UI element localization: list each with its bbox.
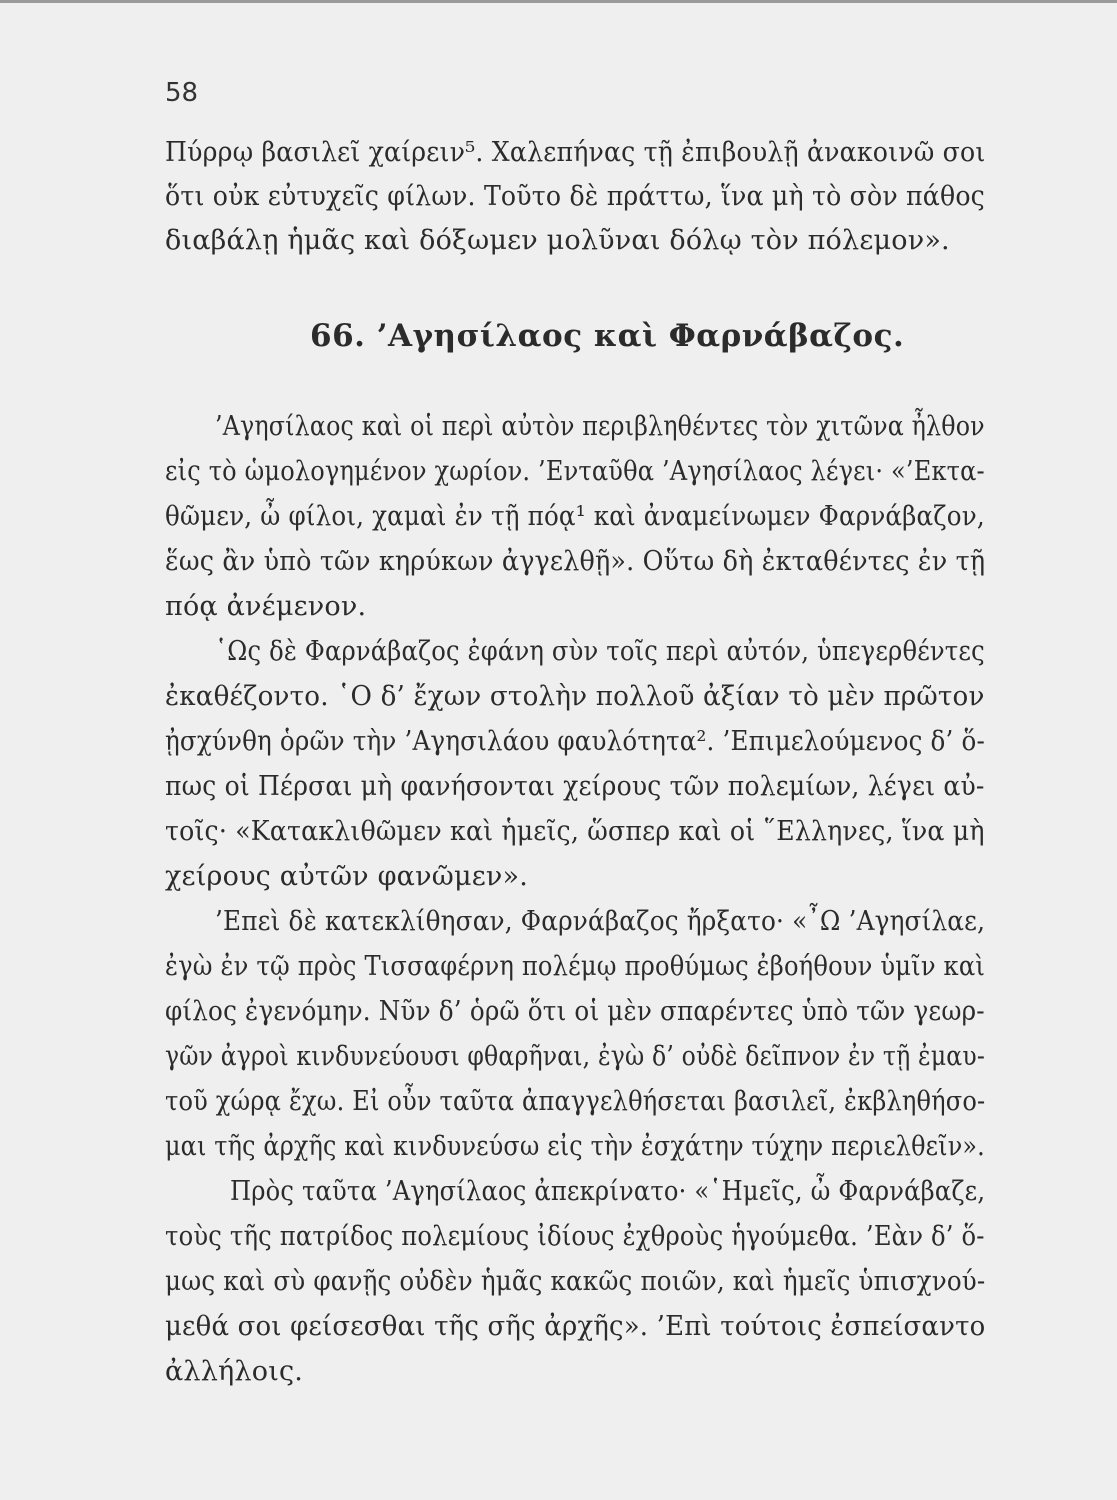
- text-line: διαβάλῃ ἡμᾶς καὶ δόξωμεν μολῦναι δόλῳ τὸν πόλεμον».: [165, 225, 950, 256]
- page-number: 58: [165, 78, 199, 108]
- text-line: Πύρρῳ βασιλεῖ χαίρειν⁵. Χαλεπήνας τῇ ἐπιβουλῇ ἀνακοινῶ σοι: [165, 137, 986, 168]
- text-line: φίλος ἐγενόμην. Νῦν δ’ ὁρῶ ὅτι οἱ μὲν σπαρέντες ὑπὸ τῶν γεωρ-: [165, 996, 985, 1027]
- text-line: θῶμεν, ὦ φίλοι, χαμαὶ ἐν τῇ πόᾳ¹ καὶ ἀναμείνωμεν Φαρνάβαζον,: [165, 501, 985, 532]
- text-line: τοῦ χώρᾳ ἔχω. Εἰ οὖν ταῦτα ἀπαγγελθήσεται βασιλεῖ, ἐκβληθήσο-: [165, 1086, 986, 1117]
- text-line: μεθά σοι φείσεσθαι τῆς σῆς ἀρχῆς». ’Επὶ τούτοις ἐσπείσαντο: [165, 1311, 986, 1342]
- text-line: ᾐσχύνθη ὁρῶν τὴν ’Αγησιλάου φαυλότητα². ’Επιμελούμενος δ’ ὅ-: [165, 726, 985, 757]
- text-line: ὅτι οὐκ εὐτυχεῖς φίλων. Τοῦτο δὲ πράττω, ἵνα μὴ τὸ σὸν πάθος: [165, 181, 985, 212]
- text-line: ἕως ἂν ὑπὸ τῶν κηρύκων ἀγγελθῇ». Οὕτω δὴ ἐκταθέντες ἐν τῇ: [165, 546, 986, 577]
- text-line: πως οἱ Πέρσαι μὴ φανήσονται χείρους τῶν πολεμίων, λέγει αὐ-: [165, 771, 985, 802]
- text-line: τοὺς τῆς πατρίδος πολεμίους ἰδίους ἐχθροὺς ἡγούμεθα. ’Εὰν δ’ ὅ-: [165, 1221, 985, 1252]
- text-line: ’Αγησίλαος καὶ οἱ περὶ αὐτὸν περιβληθέντες τὸν χιτῶνα ἦλθον: [215, 411, 985, 442]
- text-line: εἰς τὸ ὡμολογημένον χωρίον. ’Ενταῦθα ’Αγησίλαος λέγει· «’Εκτα-: [165, 456, 985, 487]
- text-line: τοῖς· «Κατακλιθῶμεν καὶ ἡμεῖς, ὥσπερ καὶ οἱ ῞Ελληνες, ἵνα μὴ: [165, 816, 985, 847]
- text-line: πόᾳ ἀνέμενον.: [165, 591, 367, 622]
- text-line: ἀλλήλοις.: [165, 1356, 304, 1387]
- text-line: χείρους αὐτῶν φανῶμεν».: [165, 861, 528, 892]
- section-heading: 66. ’Αγησίλαος καὶ Φαρνάβαζος.: [310, 318, 905, 354]
- text-line: ῾Ως δὲ Φαρνάβαζος ἐφάνη σὺν τοῖς περὶ αὐτόν, ὑπεγερθέντες: [215, 636, 985, 667]
- text-line: ἐκαθέζοντο. ῾Ο δ’ ἔχων στολὴν πολλοῦ ἀξίαν τὸ μὲν πρῶτον: [165, 681, 985, 712]
- text-line: Πρὸς ταῦτα ’Αγησίλαος ἀπεκρίνατο· «῾Ημεῖς, ὦ Φαρνάβαζε,: [230, 1176, 986, 1207]
- text-line: γῶν ἀγροὶ κινδυνεύουσι φθαρῆναι, ἐγὼ δ’ οὐδὲ δεῖπνον ἐν τῇ ἐμαυ-: [165, 1041, 985, 1072]
- text-line: μαι τῆς ἀρχῆς καὶ κινδυνεύσω εἰς τὴν ἐσχάτην τύχην περιελθεῖν».: [165, 1131, 985, 1162]
- text-line: μως καὶ σὺ φανῇς οὐδὲν ἡμᾶς κακῶς ποιῶν, καὶ ἡμεῖς ὑπισχνού-: [165, 1266, 986, 1297]
- text-line: ἐγὼ ἐν τῷ πρὸς Τισσαφέρνη πολέμῳ προθύμως ἐβοήθουν ὑμῖν καὶ: [165, 951, 986, 982]
- page-top-edge: [0, 0, 1117, 3]
- text-line: ’Επεὶ δὲ κατεκλίθησαν, Φαρνάβαζος ἤρξατο· «῏Ω ’Αγησίλαε,: [215, 906, 986, 937]
